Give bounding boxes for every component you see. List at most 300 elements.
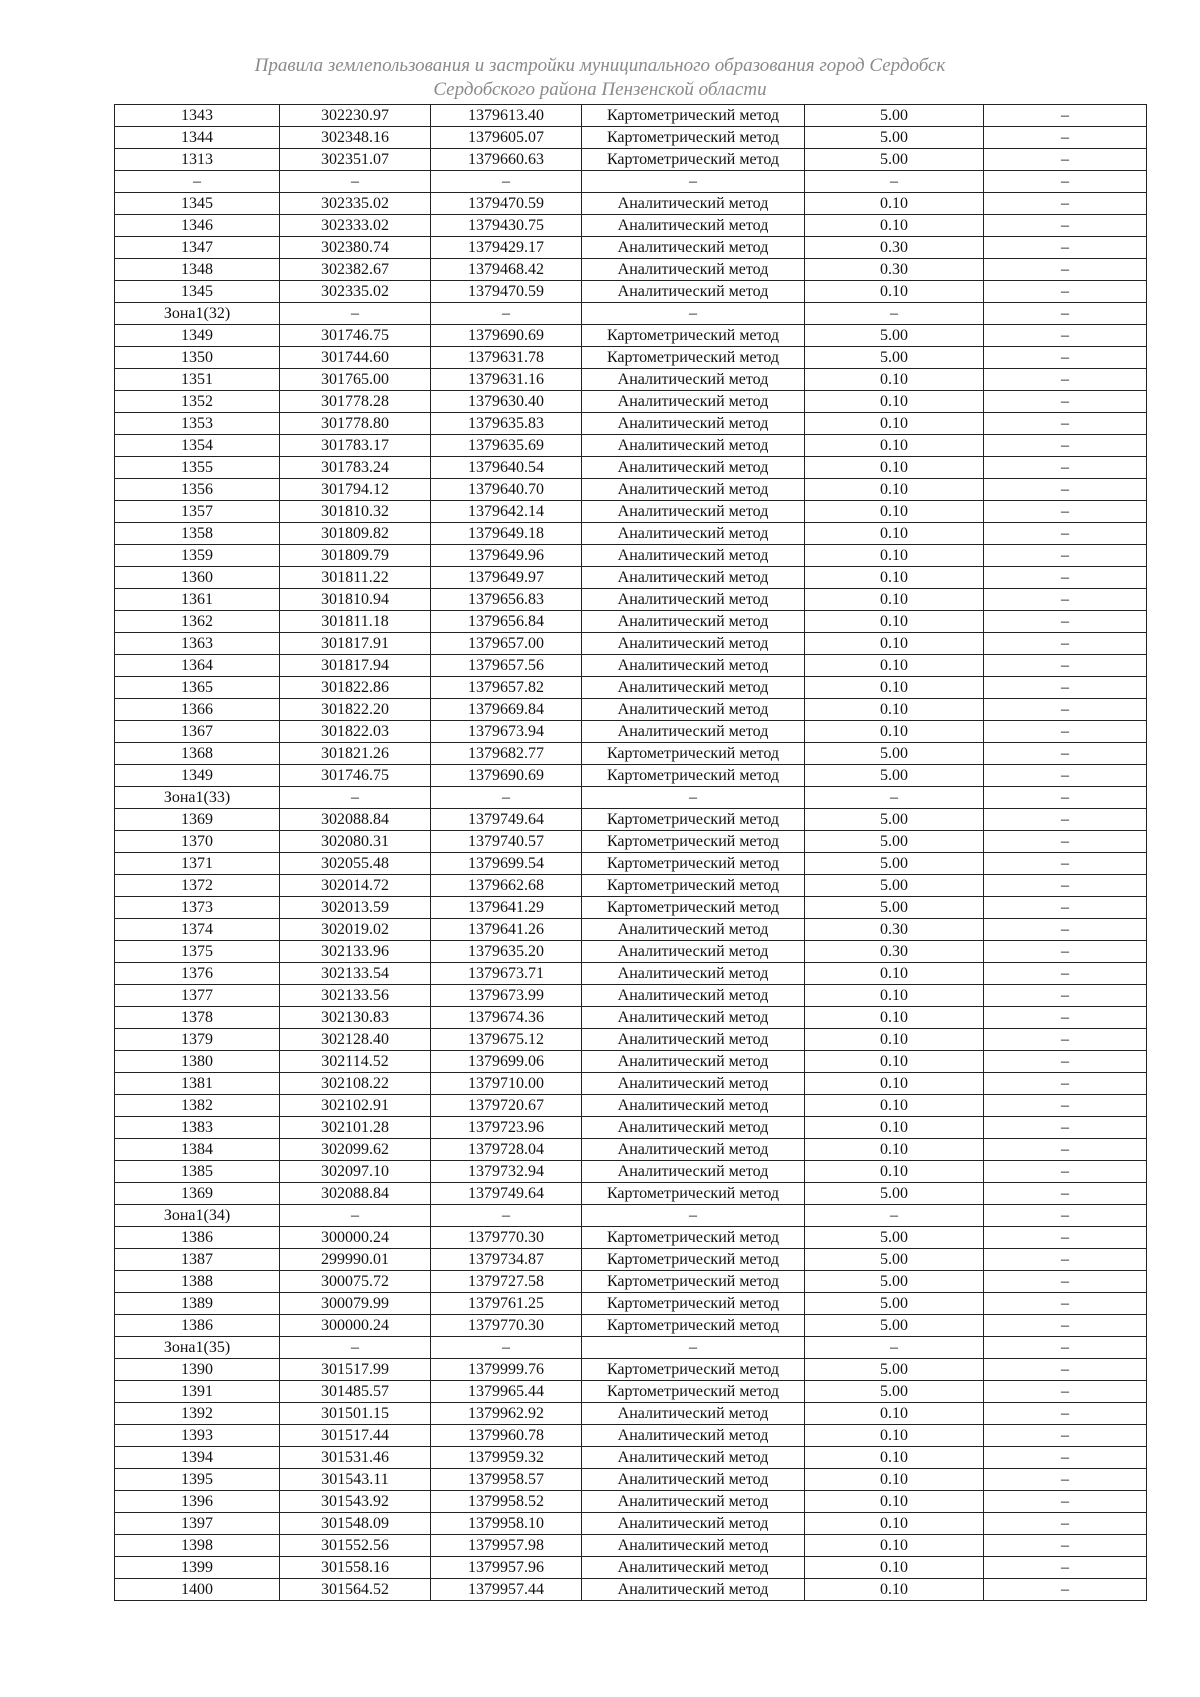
cell-x: 300079.99 bbox=[280, 1293, 431, 1315]
cell-description: – bbox=[984, 1359, 1147, 1381]
table-row bbox=[115, 1183, 1147, 1205]
cell-method: Аналитический метод bbox=[582, 259, 805, 281]
cell-y: 1379958.57 bbox=[431, 1469, 582, 1491]
cell-description: – bbox=[984, 655, 1147, 677]
table-row bbox=[115, 171, 1147, 193]
table-row bbox=[115, 127, 1147, 149]
cell-accuracy: 0.10 bbox=[805, 1403, 984, 1425]
cell-x: 301817.91 bbox=[280, 633, 431, 655]
cell-method: Картометрический метод bbox=[582, 127, 805, 149]
table-row bbox=[115, 985, 1147, 1007]
cell-y: 1379674.36 bbox=[431, 1007, 582, 1029]
cell-accuracy: 0.10 bbox=[805, 369, 984, 391]
cell-point: 1389 bbox=[115, 1293, 280, 1315]
cell-y: 1379631.78 bbox=[431, 347, 582, 369]
cell-accuracy: 0.10 bbox=[805, 567, 984, 589]
cell-description: – bbox=[984, 391, 1147, 413]
cell-accuracy: 5.00 bbox=[805, 1315, 984, 1337]
cell-x: 301558.16 bbox=[280, 1557, 431, 1579]
cell-x: 302080.31 bbox=[280, 831, 431, 853]
cell-method: Аналитический метод bbox=[582, 567, 805, 589]
cell-method: Картометрический метод bbox=[582, 1381, 805, 1403]
cell-method: Аналитический метод bbox=[582, 1161, 805, 1183]
cell-method: Аналитический метод bbox=[582, 479, 805, 501]
cell-description: – bbox=[984, 897, 1147, 919]
cell-x: 302088.84 bbox=[280, 1183, 431, 1205]
cell-x: 302088.84 bbox=[280, 809, 431, 831]
cell-point: 1394 bbox=[115, 1447, 280, 1469]
cell-y: 1379770.30 bbox=[431, 1227, 582, 1249]
cell-x: 301543.11 bbox=[280, 1469, 431, 1491]
cell-x: 302013.59 bbox=[280, 897, 431, 919]
cell-accuracy: 5.00 bbox=[805, 897, 984, 919]
cell-x: 302335.02 bbox=[280, 193, 431, 215]
table-row bbox=[115, 259, 1147, 281]
cell-y: 1379699.06 bbox=[431, 1051, 582, 1073]
cell-method: Аналитический метод bbox=[582, 699, 805, 721]
cell-accuracy: 0.10 bbox=[805, 611, 984, 633]
cell-description: – bbox=[984, 259, 1147, 281]
cell-accuracy: 0.10 bbox=[805, 1557, 984, 1579]
cell-accuracy: 0.10 bbox=[805, 391, 984, 413]
cell-description: – bbox=[984, 105, 1147, 127]
cell-accuracy: 5.00 bbox=[805, 853, 984, 875]
cell-x: 301564.52 bbox=[280, 1579, 431, 1601]
cell-point: 1381 bbox=[115, 1073, 280, 1095]
cell-accuracy: 0.10 bbox=[805, 1469, 984, 1491]
cell-y: 1379957.44 bbox=[431, 1579, 582, 1601]
cell-method: – bbox=[582, 787, 805, 809]
table-row bbox=[115, 369, 1147, 391]
table-row bbox=[115, 1205, 1147, 1227]
cell-y: 1379641.26 bbox=[431, 919, 582, 941]
cell-x: 302335.02 bbox=[280, 281, 431, 303]
cell-accuracy: 0.10 bbox=[805, 413, 984, 435]
table-row bbox=[115, 347, 1147, 369]
table-row bbox=[115, 281, 1147, 303]
table-row bbox=[115, 1029, 1147, 1051]
cell-point: 1373 bbox=[115, 897, 280, 919]
cell-accuracy: – bbox=[805, 171, 984, 193]
cell-point: Зона1(35) bbox=[115, 1337, 280, 1359]
cell-point: 1386 bbox=[115, 1315, 280, 1337]
cell-accuracy: 5.00 bbox=[805, 1359, 984, 1381]
coordinates-table bbox=[114, 104, 1147, 1601]
cell-accuracy: 5.00 bbox=[805, 1227, 984, 1249]
cell-accuracy: 0.10 bbox=[805, 963, 984, 985]
table-row bbox=[115, 325, 1147, 347]
cell-x: 302133.54 bbox=[280, 963, 431, 985]
cell-description: – bbox=[984, 149, 1147, 171]
cell-x: – bbox=[280, 787, 431, 809]
cell-method: Аналитический метод bbox=[582, 1073, 805, 1095]
cell-point: 1364 bbox=[115, 655, 280, 677]
cell-y: – bbox=[431, 1205, 582, 1227]
cell-accuracy: 5.00 bbox=[805, 325, 984, 347]
table-row bbox=[115, 655, 1147, 677]
cell-description: – bbox=[984, 325, 1147, 347]
cell-y: 1379723.96 bbox=[431, 1117, 582, 1139]
cell-point: 1400 bbox=[115, 1579, 280, 1601]
cell-x: 301783.17 bbox=[280, 435, 431, 457]
cell-point: 1382 bbox=[115, 1095, 280, 1117]
cell-x: 301811.22 bbox=[280, 567, 431, 589]
cell-point: 1357 bbox=[115, 501, 280, 523]
cell-method: Аналитический метод bbox=[582, 985, 805, 1007]
cell-x: 301517.99 bbox=[280, 1359, 431, 1381]
table-row bbox=[115, 611, 1147, 633]
cell-point: 1359 bbox=[115, 545, 280, 567]
cell-y: 1379656.83 bbox=[431, 589, 582, 611]
cell-accuracy: 0.10 bbox=[805, 1447, 984, 1469]
cell-point: 1360 bbox=[115, 567, 280, 589]
table-row bbox=[115, 765, 1147, 787]
cell-x: 300075.72 bbox=[280, 1271, 431, 1293]
cell-description: – bbox=[984, 1051, 1147, 1073]
cell-description: – bbox=[984, 215, 1147, 237]
table-row bbox=[115, 919, 1147, 941]
table-row bbox=[115, 1271, 1147, 1293]
cell-y: 1379728.04 bbox=[431, 1139, 582, 1161]
table-row bbox=[115, 633, 1147, 655]
cell-accuracy: 0.10 bbox=[805, 1007, 984, 1029]
cell-description: – bbox=[984, 1095, 1147, 1117]
cell-x: 301746.75 bbox=[280, 325, 431, 347]
cell-accuracy: 5.00 bbox=[805, 1271, 984, 1293]
cell-description: – bbox=[984, 1315, 1147, 1337]
cell-description: – bbox=[984, 941, 1147, 963]
table-row bbox=[115, 1403, 1147, 1425]
cell-point: 1346 bbox=[115, 215, 280, 237]
cell-method: – bbox=[582, 1205, 805, 1227]
cell-x: 301810.94 bbox=[280, 589, 431, 611]
cell-x: 302133.96 bbox=[280, 941, 431, 963]
cell-y: – bbox=[431, 171, 582, 193]
cell-description: – bbox=[984, 1139, 1147, 1161]
cell-description: – bbox=[984, 127, 1147, 149]
cell-accuracy: – bbox=[805, 303, 984, 325]
cell-point: 1353 bbox=[115, 413, 280, 435]
cell-x: 301822.03 bbox=[280, 721, 431, 743]
cell-description: – bbox=[984, 1249, 1147, 1271]
cell-accuracy: 0.10 bbox=[805, 435, 984, 457]
cell-x: 302130.83 bbox=[280, 1007, 431, 1029]
table-row bbox=[115, 721, 1147, 743]
cell-x: 302333.02 bbox=[280, 215, 431, 237]
table-row bbox=[115, 941, 1147, 963]
table-row bbox=[115, 963, 1147, 985]
cell-description: – bbox=[984, 1161, 1147, 1183]
cell-method: Аналитический метод bbox=[582, 1557, 805, 1579]
cell-point: 1347 bbox=[115, 237, 280, 259]
cell-method: Аналитический метод bbox=[582, 369, 805, 391]
cell-x: 302019.02 bbox=[280, 919, 431, 941]
cell-method: – bbox=[582, 1337, 805, 1359]
cell-y: 1379999.76 bbox=[431, 1359, 582, 1381]
cell-y: 1379635.69 bbox=[431, 435, 582, 457]
table-row bbox=[115, 1051, 1147, 1073]
cell-x: 300000.24 bbox=[280, 1227, 431, 1249]
cell-method: Аналитический метод bbox=[582, 655, 805, 677]
cell-x: 302128.40 bbox=[280, 1029, 431, 1051]
table-row bbox=[115, 1359, 1147, 1381]
cell-point: 1368 bbox=[115, 743, 280, 765]
cell-point: 1345 bbox=[115, 193, 280, 215]
cell-description: – bbox=[984, 479, 1147, 501]
cell-method: Аналитический метод bbox=[582, 1029, 805, 1051]
cell-accuracy: 5.00 bbox=[805, 1293, 984, 1315]
cell-accuracy: 0.10 bbox=[805, 1139, 984, 1161]
cell-point: 1363 bbox=[115, 633, 280, 655]
cell-description: – bbox=[984, 1293, 1147, 1315]
cell-description: – bbox=[984, 875, 1147, 897]
cell-description: – bbox=[984, 1227, 1147, 1249]
cell-point: 1385 bbox=[115, 1161, 280, 1183]
cell-point: 1371 bbox=[115, 853, 280, 875]
cell-y: 1379470.59 bbox=[431, 281, 582, 303]
cell-y: 1379649.97 bbox=[431, 567, 582, 589]
cell-x: 302230.97 bbox=[280, 105, 431, 127]
cell-point: 1391 bbox=[115, 1381, 280, 1403]
cell-x: 299990.01 bbox=[280, 1249, 431, 1271]
cell-point: 1372 bbox=[115, 875, 280, 897]
cell-method: Аналитический метод bbox=[582, 1425, 805, 1447]
cell-accuracy: 5.00 bbox=[805, 1249, 984, 1271]
cell-description: – bbox=[984, 1513, 1147, 1535]
cell-method: Картометрический метод bbox=[582, 1315, 805, 1337]
cell-y: 1379656.84 bbox=[431, 611, 582, 633]
cell-accuracy: 0.10 bbox=[805, 1051, 984, 1073]
cell-method: Аналитический метод bbox=[582, 1095, 805, 1117]
table-row bbox=[115, 1139, 1147, 1161]
cell-y: 1379657.56 bbox=[431, 655, 582, 677]
cell-x: 301809.82 bbox=[280, 523, 431, 545]
cell-description: – bbox=[984, 1425, 1147, 1447]
cell-y: 1379630.40 bbox=[431, 391, 582, 413]
cell-point: 1356 bbox=[115, 479, 280, 501]
cell-y: 1379640.70 bbox=[431, 479, 582, 501]
cell-accuracy: 0.10 bbox=[805, 589, 984, 611]
cell-accuracy: 0.10 bbox=[805, 479, 984, 501]
cell-x: 301543.92 bbox=[280, 1491, 431, 1513]
cell-y: 1379682.77 bbox=[431, 743, 582, 765]
cell-y: 1379732.94 bbox=[431, 1161, 582, 1183]
cell-x: 301821.26 bbox=[280, 743, 431, 765]
cell-accuracy: 0.10 bbox=[805, 193, 984, 215]
table-row bbox=[115, 1249, 1147, 1271]
cell-method: Аналитический метод bbox=[582, 523, 805, 545]
cell-y: 1379960.78 bbox=[431, 1425, 582, 1447]
cell-x: 302351.07 bbox=[280, 149, 431, 171]
cell-method: Картометрический метод bbox=[582, 1249, 805, 1271]
cell-point: 1379 bbox=[115, 1029, 280, 1051]
cell-point: 1399 bbox=[115, 1557, 280, 1579]
cell-x: 301746.75 bbox=[280, 765, 431, 787]
cell-accuracy: – bbox=[805, 1337, 984, 1359]
cell-x: 302108.22 bbox=[280, 1073, 431, 1095]
cell-method: Аналитический метод bbox=[582, 237, 805, 259]
cell-point: 1351 bbox=[115, 369, 280, 391]
cell-y: 1379640.54 bbox=[431, 457, 582, 479]
cell-x: 301552.56 bbox=[280, 1535, 431, 1557]
cell-accuracy: 5.00 bbox=[805, 1183, 984, 1205]
table-row bbox=[115, 1073, 1147, 1095]
table-row bbox=[115, 677, 1147, 699]
cell-x: 302102.91 bbox=[280, 1095, 431, 1117]
cell-point: 1396 bbox=[115, 1491, 280, 1513]
cell-x: 302099.62 bbox=[280, 1139, 431, 1161]
cell-description: – bbox=[984, 743, 1147, 765]
cell-accuracy: – bbox=[805, 787, 984, 809]
cell-x: – bbox=[280, 303, 431, 325]
cell-method: Аналитический метод bbox=[582, 919, 805, 941]
cell-description: – bbox=[984, 1447, 1147, 1469]
cell-point: 1377 bbox=[115, 985, 280, 1007]
cell-accuracy: 5.00 bbox=[805, 149, 984, 171]
cell-y: 1379649.96 bbox=[431, 545, 582, 567]
table-row bbox=[115, 1337, 1147, 1359]
table-row bbox=[115, 413, 1147, 435]
cell-method: Аналитический метод bbox=[582, 1513, 805, 1535]
cell-x: 301822.86 bbox=[280, 677, 431, 699]
cell-description: – bbox=[984, 1535, 1147, 1557]
cell-y: 1379641.29 bbox=[431, 897, 582, 919]
table-row bbox=[115, 743, 1147, 765]
cell-y: 1379649.18 bbox=[431, 523, 582, 545]
cell-method: Аналитический метод bbox=[582, 501, 805, 523]
cell-x: 301517.44 bbox=[280, 1425, 431, 1447]
cell-accuracy: 0.10 bbox=[805, 215, 984, 237]
cell-y: 1379740.57 bbox=[431, 831, 582, 853]
cell-method: Аналитический метод bbox=[582, 1579, 805, 1601]
cell-x: – bbox=[280, 171, 431, 193]
cell-accuracy: 0.10 bbox=[805, 1073, 984, 1095]
cell-y: 1379957.98 bbox=[431, 1535, 582, 1557]
cell-description: – bbox=[984, 1381, 1147, 1403]
cell-method: Картометрический метод bbox=[582, 743, 805, 765]
cell-description: – bbox=[984, 1557, 1147, 1579]
table-row bbox=[115, 303, 1147, 325]
cell-description: – bbox=[984, 853, 1147, 875]
cell-y: 1379957.96 bbox=[431, 1557, 582, 1579]
cell-method: Картометрический метод bbox=[582, 325, 805, 347]
cell-description: – bbox=[984, 1117, 1147, 1139]
cell-accuracy: 0.10 bbox=[805, 1491, 984, 1513]
table-row bbox=[115, 1095, 1147, 1117]
table-row bbox=[115, 589, 1147, 611]
cell-y: 1379657.00 bbox=[431, 633, 582, 655]
cell-accuracy: 5.00 bbox=[805, 347, 984, 369]
cell-point: 1386 bbox=[115, 1227, 280, 1249]
cell-x: 301817.94 bbox=[280, 655, 431, 677]
cell-accuracy: 5.00 bbox=[805, 875, 984, 897]
cell-description: – bbox=[984, 545, 1147, 567]
cell-description: – bbox=[984, 611, 1147, 633]
cell-y: – bbox=[431, 1337, 582, 1359]
cell-method: Аналитический метод bbox=[582, 1117, 805, 1139]
cell-point: 1350 bbox=[115, 347, 280, 369]
cell-description: – bbox=[984, 787, 1147, 809]
cell-point: 1390 bbox=[115, 1359, 280, 1381]
cell-point: 1378 bbox=[115, 1007, 280, 1029]
cell-method: Картометрический метод bbox=[582, 1227, 805, 1249]
cell-x: 301822.20 bbox=[280, 699, 431, 721]
cell-description: – bbox=[984, 1205, 1147, 1227]
cell-y: 1379958.10 bbox=[431, 1513, 582, 1535]
cell-point: 1362 bbox=[115, 611, 280, 633]
cell-method: Картометрический метод bbox=[582, 765, 805, 787]
cell-method: Аналитический метод bbox=[582, 1007, 805, 1029]
cell-method: Картометрический метод bbox=[582, 105, 805, 127]
cell-point: 1374 bbox=[115, 919, 280, 941]
cell-description: – bbox=[984, 435, 1147, 457]
table-row bbox=[115, 787, 1147, 809]
cell-accuracy: 0.30 bbox=[805, 237, 984, 259]
table-row bbox=[115, 1161, 1147, 1183]
cell-y: 1379631.16 bbox=[431, 369, 582, 391]
cell-method: Аналитический метод bbox=[582, 281, 805, 303]
cell-y: 1379470.59 bbox=[431, 193, 582, 215]
table-row bbox=[115, 193, 1147, 215]
cell-method: Аналитический метод bbox=[582, 721, 805, 743]
cell-y: 1379727.58 bbox=[431, 1271, 582, 1293]
cell-y: 1379770.30 bbox=[431, 1315, 582, 1337]
table-row bbox=[115, 501, 1147, 523]
cell-y: 1379468.42 bbox=[431, 259, 582, 281]
cell-point: 1367 bbox=[115, 721, 280, 743]
cell-method: Аналитический метод bbox=[582, 545, 805, 567]
cell-point: 1393 bbox=[115, 1425, 280, 1447]
cell-point: 1375 bbox=[115, 941, 280, 963]
cell-description: – bbox=[984, 1579, 1147, 1601]
header-line-1: Правила землепользования и застройки муниципального образования город Сердобск bbox=[254, 55, 946, 76]
cell-accuracy: 5.00 bbox=[805, 831, 984, 853]
cell-x: 302055.48 bbox=[280, 853, 431, 875]
cell-accuracy: 0.10 bbox=[805, 1425, 984, 1447]
table-row bbox=[115, 105, 1147, 127]
cell-description: – bbox=[984, 237, 1147, 259]
cell-x: 302114.52 bbox=[280, 1051, 431, 1073]
cell-point: 1345 bbox=[115, 281, 280, 303]
cell-x: 302101.28 bbox=[280, 1117, 431, 1139]
cell-accuracy: 5.00 bbox=[805, 127, 984, 149]
table-row bbox=[115, 567, 1147, 589]
table-row bbox=[115, 215, 1147, 237]
page-header bbox=[150, 54, 1050, 102]
cell-x: – bbox=[280, 1205, 431, 1227]
cell-description: – bbox=[984, 193, 1147, 215]
cell-y: 1379642.14 bbox=[431, 501, 582, 523]
cell-y: 1379965.44 bbox=[431, 1381, 582, 1403]
table-row bbox=[115, 699, 1147, 721]
cell-point: 1355 bbox=[115, 457, 280, 479]
cell-method: Картометрический метод bbox=[582, 875, 805, 897]
cell-x: 301744.60 bbox=[280, 347, 431, 369]
cell-point: 1392 bbox=[115, 1403, 280, 1425]
cell-point: 1349 bbox=[115, 325, 280, 347]
table-row bbox=[115, 457, 1147, 479]
cell-point: – bbox=[115, 171, 280, 193]
table-row bbox=[115, 853, 1147, 875]
cell-point: 1387 bbox=[115, 1249, 280, 1271]
cell-point: 1349 bbox=[115, 765, 280, 787]
cell-accuracy: 0.10 bbox=[805, 677, 984, 699]
table-row bbox=[115, 1579, 1147, 1601]
cell-description: – bbox=[984, 1403, 1147, 1425]
cell-y: 1379613.40 bbox=[431, 105, 582, 127]
cell-description: – bbox=[984, 171, 1147, 193]
table-row bbox=[115, 1007, 1147, 1029]
